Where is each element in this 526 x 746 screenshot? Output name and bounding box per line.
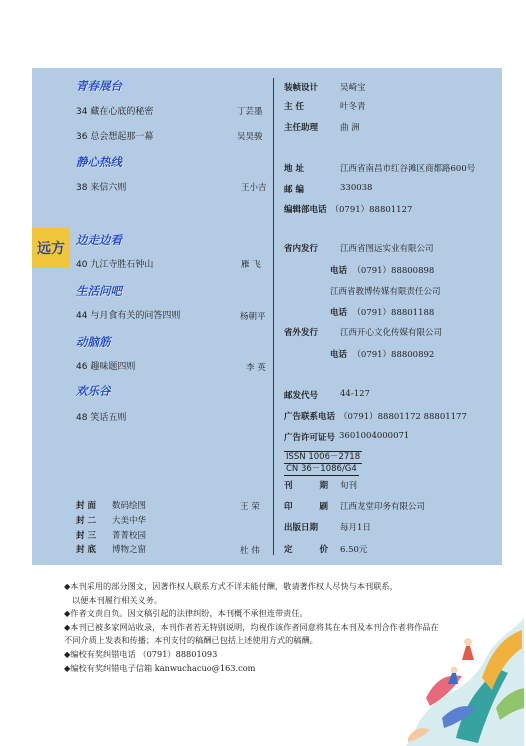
toc-author: 丁芸墨 xyxy=(237,107,263,117)
toc-item[interactable]: 46 趣味题四则 xyxy=(76,362,136,372)
cover-row xyxy=(76,543,146,555)
info-domestic-phone-1: 电话 （0791）88800898 xyxy=(330,266,435,276)
notice-line: ◆编校有奖纠错电子信箱 kanwuchacuo@163.com xyxy=(64,662,256,673)
notice-line: ◆编校有奖纠错电话 （0791）88801093 xyxy=(64,648,218,659)
cover-label: 封底 xyxy=(76,545,100,555)
info-period: 刊 期 旬刊 xyxy=(284,481,358,491)
cover-row xyxy=(76,529,146,541)
info-postal-code: 邮发代号 44-127 xyxy=(284,389,370,401)
cover-value: 菁菁校园 xyxy=(112,531,147,541)
cover-author: 王 荣 xyxy=(240,502,260,512)
info-printer: 印 刷 江西龙堂印务有限公司 xyxy=(284,502,426,512)
cover-label: 封面 xyxy=(76,501,100,511)
toc-author: 杨朝平 xyxy=(240,312,266,322)
info-postcode: 邮 编 330038 xyxy=(284,183,373,195)
info-domestic-company-2: 江西省教博传媒有限责任公司 xyxy=(330,287,441,297)
toc-author: 雁 飞 xyxy=(241,260,261,270)
toc-item[interactable]: 36 总会想起那一幕 xyxy=(76,132,154,142)
info-price: 定 价 6.50元 xyxy=(284,545,368,555)
column-divider xyxy=(273,78,274,555)
toc-item[interactable]: 40 九江寺胜石钟山 xyxy=(76,260,154,270)
cover-value: 博物之窗 xyxy=(112,545,147,555)
info-outside-phone: 电话 （0791）88800892 xyxy=(330,350,435,360)
notice-line: 以便本刊履行相关义务。 xyxy=(72,594,163,605)
section-title-6: 欢乐谷 xyxy=(76,384,111,398)
notice-line: ◆本刊采用的部分图文，因著作权人联系方式不详未能付酬，敬请著作权人尽快与本刊联系， xyxy=(64,581,398,591)
cover-label: 封三 xyxy=(76,531,100,541)
info-address: 地 址 江西省南昌市红谷滩区商都路600号 xyxy=(284,164,476,174)
toc-item[interactable]: 38 来信六则 xyxy=(76,183,127,193)
info-outside-distribution: 省外发行 江西开心文化传媒有限公司 xyxy=(284,328,443,338)
toc-author: 王小吉 xyxy=(241,183,267,193)
notice-line: 不同介质上发表和传播；本刊支付的稿酬已包括上述使用方式的稿酬。 xyxy=(64,635,318,646)
cover-value: 大美中华 xyxy=(112,516,147,526)
cn-number: CN 36－1086/G4 xyxy=(286,464,357,474)
info-design: 装帧设计 吴崎宝 xyxy=(284,83,366,93)
section-title-4: 生活问吧 xyxy=(76,284,122,298)
section-title-1: 青春展台 xyxy=(76,79,122,93)
info-pub-date: 出版日期 每月1日 xyxy=(284,523,371,533)
toc-author: 吴昊骏 xyxy=(237,132,263,142)
section-title-2: 静心热线 xyxy=(76,155,122,169)
info-ad-phone: 广告联系电话 （0791）88801172 88801177 xyxy=(284,412,467,422)
toc-item[interactable]: 44 与月食有关的问答四则 xyxy=(76,311,181,321)
info-director: 主 任 叶冬青 xyxy=(284,102,366,112)
cover-value: 数码绘图 xyxy=(112,501,147,511)
section-title-3: 边走边看 xyxy=(76,233,122,247)
issn-number: ISSN 1006－2718 xyxy=(286,452,361,462)
info-domestic-phone-2: 电话 （0791）88801188 xyxy=(330,308,435,318)
side-tab-label: 远方 xyxy=(32,228,70,268)
cover-row xyxy=(76,514,146,526)
info-assistant: 主任助理 曲 洲 xyxy=(284,123,360,133)
toc-author: 李 英 xyxy=(246,363,266,373)
cover-row xyxy=(76,499,146,511)
cover-label: 封二 xyxy=(76,516,100,526)
notice-line: ◆本刊已被多家网站收录，本刊作者若无特别说明，均视作该作者同意将其在本刊及本刊合作者将作品在 xyxy=(64,621,439,632)
info-editorial-phone: 编辑部电话 （0791）88801127 xyxy=(284,205,413,215)
info-domestic-distribution: 省内发行 江西省图远实业有限公司 xyxy=(284,244,434,254)
section-title-5: 动脑筋 xyxy=(76,335,111,349)
notice-line: ◆作者文责自负。因文稿引起的法律纠纷，本刊概不承担连带责任。 xyxy=(64,608,308,619)
issn-block xyxy=(284,451,362,476)
decorative-illustration xyxy=(396,578,526,746)
toc-item[interactable]: 48 笑话五则 xyxy=(76,413,127,423)
toc-item[interactable]: 34 藏在心底的秘密 xyxy=(76,107,154,117)
cover-author: 杜 伟 xyxy=(240,546,260,556)
info-ad-license: 广告许可证号 3601004000071 xyxy=(284,431,410,443)
